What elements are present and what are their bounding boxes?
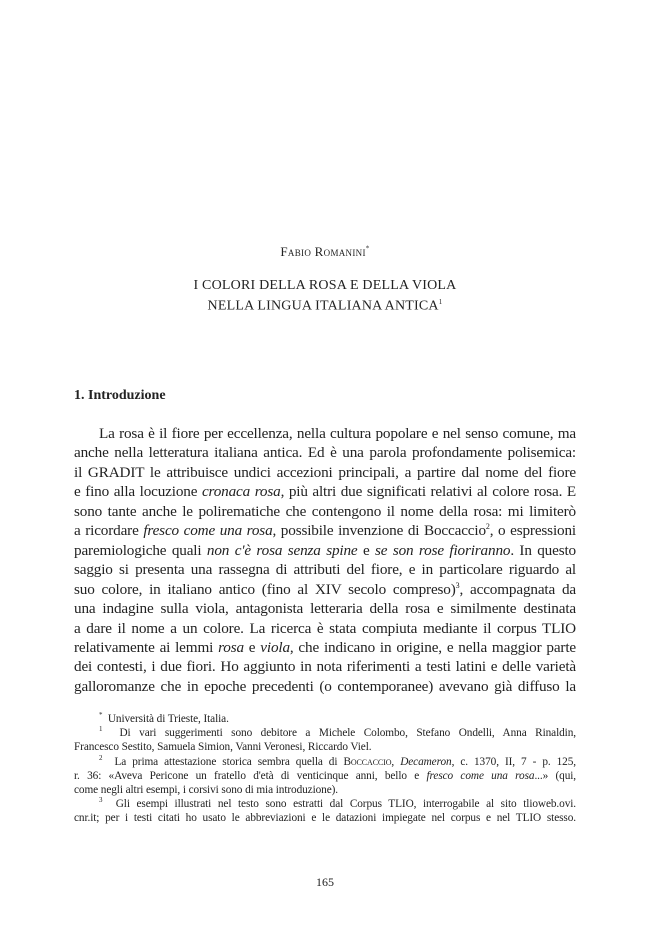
body-line <box>74 541 576 560</box>
text-run: , possibile invenzione di Boccaccio <box>272 522 486 540</box>
italic-term: se son rose fioriranno <box>375 541 511 559</box>
title-line-2 <box>0 294 650 315</box>
author-line <box>0 244 650 260</box>
article-title <box>0 278 650 315</box>
footnote-italic: fresco come una rosa <box>426 769 535 782</box>
body-line: saggio si presenta una rassegna di attributi del fiore, e in particolare riguardo al <box>74 561 576 579</box>
footnote-mark: 3 <box>99 796 103 805</box>
page-number: 165 <box>316 875 334 889</box>
text-run: e <box>243 638 261 656</box>
footnote-affiliation <box>74 712 576 726</box>
italic-term: rosa <box>218 638 244 656</box>
footnote-line: Francesco Sestito, Samuela Simion, Vanni Veronesi, Riccardo Viel. <box>74 741 372 754</box>
text-run: e <box>357 541 376 559</box>
body-line: una indagine sulla viola, antagonista letteraria della rosa e similmente destinata <box>74 600 576 618</box>
footnote-text: r. 36: «Aveva Pericone un fratello d'età di venticinque anni, bello e <box>74 769 427 782</box>
title-line-2-text: NELLA LINGUA ITALIANA ANTICA <box>207 298 439 314</box>
italic-term: non c'è rosa senza spine <box>206 541 358 559</box>
text-run: . In questo <box>510 541 576 559</box>
footnote-text: , c. 1370, II, 7 - p. 125, <box>451 755 576 768</box>
body-line: il GRADIT le attribuisce undici accezioni principali, a partire dal nome del fiore <box>74 463 576 481</box>
footnote-text: ...» (qui, <box>534 769 577 782</box>
footnote-line <box>74 712 576 726</box>
footnote-text: Università di Trieste, Italia. <box>107 713 229 725</box>
footnote-3 <box>74 797 576 825</box>
footnote-text: Gli esempi illustrati nel testo sono estratti dal Corpus TLIO, interrogabile al sito tlioweb.ovi. <box>115 798 577 811</box>
italic-term: fresco come una rosa <box>143 522 273 540</box>
body-paragraph <box>74 424 576 696</box>
body-line <box>74 521 576 540</box>
footnote-line: come negli altri esempi, i corsivi sono di mia introduzione). <box>74 784 339 797</box>
section-heading: 1. Introduzione <box>74 388 166 403</box>
author-name: Fabio Romanini <box>280 244 366 259</box>
text-run: suo colore, in italiano antico (fino al XIV secolo compreso) <box>74 580 456 598</box>
footnote-mark: 1 <box>99 725 103 734</box>
footnote-line: cnr.it; per i testi citati ho usato le abbreviazioni e le datazioni impiegate nel corpus e nel TLIO stesso. <box>74 812 576 825</box>
body-line: anche nella letteratura italiana antica. Ed è una parola profondamente polisemica: <box>74 444 576 462</box>
footnote-text: La prima attestazione storica sembra quella di <box>114 755 344 768</box>
body-line <box>74 580 576 599</box>
footnote-ref: 3 <box>455 580 460 590</box>
text-run: a ricordare <box>74 522 144 540</box>
text-run: relativamente ai lemmi <box>74 638 219 656</box>
text-run: , accompagnata da <box>459 580 577 598</box>
text-run: , più altri due significati relativi al colore rosa. E <box>280 483 576 501</box>
body-line <box>74 482 576 501</box>
footnote-1 <box>74 726 576 754</box>
footnote-line <box>74 755 576 769</box>
body-line: galloromanze che in epoche precedenti (o contemporanee) avevano già diffuso la <box>74 677 576 695</box>
text-run: , o espressioni <box>489 522 576 540</box>
italic-term: cronaca rosa <box>201 483 281 501</box>
body-line: sono tante anche le polirematiche che contengono il nome della rosa: mi limiterò <box>74 502 576 520</box>
body-line: a dare il nome a un colore. La ricerca è stata compiuta mediante il corpus TLIO <box>74 619 576 637</box>
italic-term: viola <box>260 638 290 656</box>
footnote-line <box>74 769 576 783</box>
footnote-italic: Decameron <box>400 755 452 768</box>
footnote-text: , <box>391 755 401 768</box>
text-run: e fino alla locuzione <box>74 483 202 501</box>
title-line-1: I COLORI DELLA ROSA E DELLA VIOLA <box>193 278 457 293</box>
footnote-mark: 2 <box>99 753 103 762</box>
text-run: paremiologiche quali <box>74 541 207 559</box>
footnote-ref: 2 <box>485 522 490 532</box>
title-footnote-ref: 1 <box>438 298 443 306</box>
body-line: dei contesti, i due fiori. Ho aggiunto in nota riferimenti a testi latini e delle varietà <box>74 658 576 676</box>
body-line: La rosa è il fiore per eccellenza, nella cultura popolare e nel senso comune, ma <box>99 425 576 442</box>
footnote-line <box>74 726 576 740</box>
footnote-text: Di vari suggerimenti sono debitore a Michele Colombo, Stefano Ondelli, Anna Rinaldin, <box>119 727 576 740</box>
body-line <box>74 638 576 657</box>
footnotes <box>74 712 576 826</box>
footnote-author-smallcaps: Boccaccio <box>343 755 392 768</box>
footnote-2 <box>74 755 576 798</box>
author-footnote-mark: * <box>365 244 370 253</box>
text-run: , che indicano in origine, e nella maggior parte <box>289 638 576 656</box>
footnote-line <box>74 797 576 811</box>
footnote-mark: * <box>99 711 103 720</box>
